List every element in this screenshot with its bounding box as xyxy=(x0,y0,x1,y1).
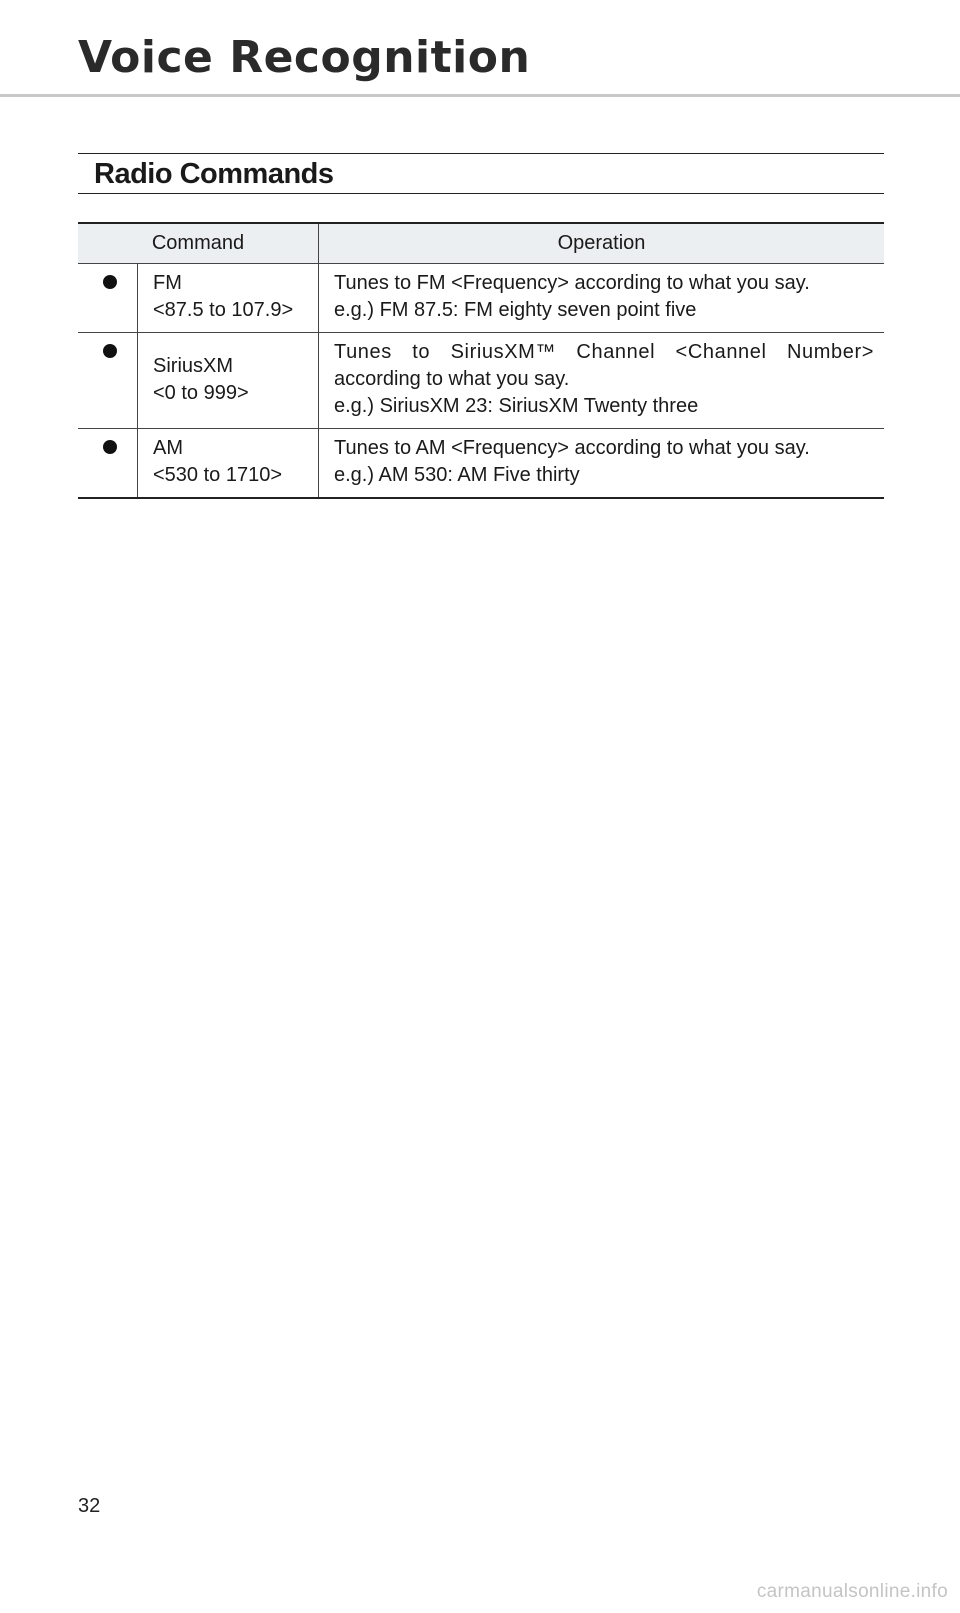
command-name: AM xyxy=(153,437,183,459)
radio-commands-table xyxy=(78,222,884,499)
command-range: <530 to 1710> xyxy=(153,464,283,486)
bullet-icon xyxy=(103,440,117,454)
command-range: <0 to 999> xyxy=(153,382,249,404)
operation-cell xyxy=(319,333,885,429)
command-name: FM xyxy=(153,272,182,294)
bullet-cell xyxy=(78,333,138,429)
bullet-icon xyxy=(103,344,117,358)
command-cell xyxy=(138,429,319,499)
operation-text: Tunes to SiriusXM™ Channel <Channel Number> xyxy=(334,341,874,363)
section-title: Radio Commands xyxy=(94,158,334,190)
bullet-icon xyxy=(103,275,117,289)
table-header-row xyxy=(78,223,884,264)
operation-cell xyxy=(319,264,885,333)
header-operation: Operation xyxy=(319,223,885,264)
operation-cell xyxy=(319,429,885,499)
operation-text: Tunes to FM <Frequency> according to what you say. xyxy=(334,272,810,294)
operation-text: Tunes to AM <Frequency> according to what you say. xyxy=(334,437,810,459)
title-divider xyxy=(0,94,960,97)
bullet-cell xyxy=(78,429,138,499)
table-row xyxy=(78,429,884,499)
header-command: Command xyxy=(78,223,319,264)
section-header xyxy=(78,153,884,194)
command-range: <87.5 to 107.9> xyxy=(153,299,294,321)
operation-example: e.g.) AM 530: AM Five thirty xyxy=(334,464,580,486)
command-cell xyxy=(138,264,319,333)
command-name: SiriusXM xyxy=(153,355,234,377)
operation-example: e.g.) FM 87.5: FM eighty seven point five xyxy=(334,299,697,321)
operation-text-cont: according to what you say. xyxy=(334,368,570,390)
page-title: Voice Recognition xyxy=(78,32,531,83)
bullet-cell xyxy=(78,264,138,333)
table-row xyxy=(78,333,884,429)
operation-example: e.g.) SiriusXM 23: SiriusXM Twenty three xyxy=(334,395,699,417)
page-number: 32 xyxy=(78,1495,101,1517)
watermark: carmanualsonline.info xyxy=(756,1581,948,1602)
command-cell xyxy=(138,333,319,429)
table-row xyxy=(78,264,884,333)
